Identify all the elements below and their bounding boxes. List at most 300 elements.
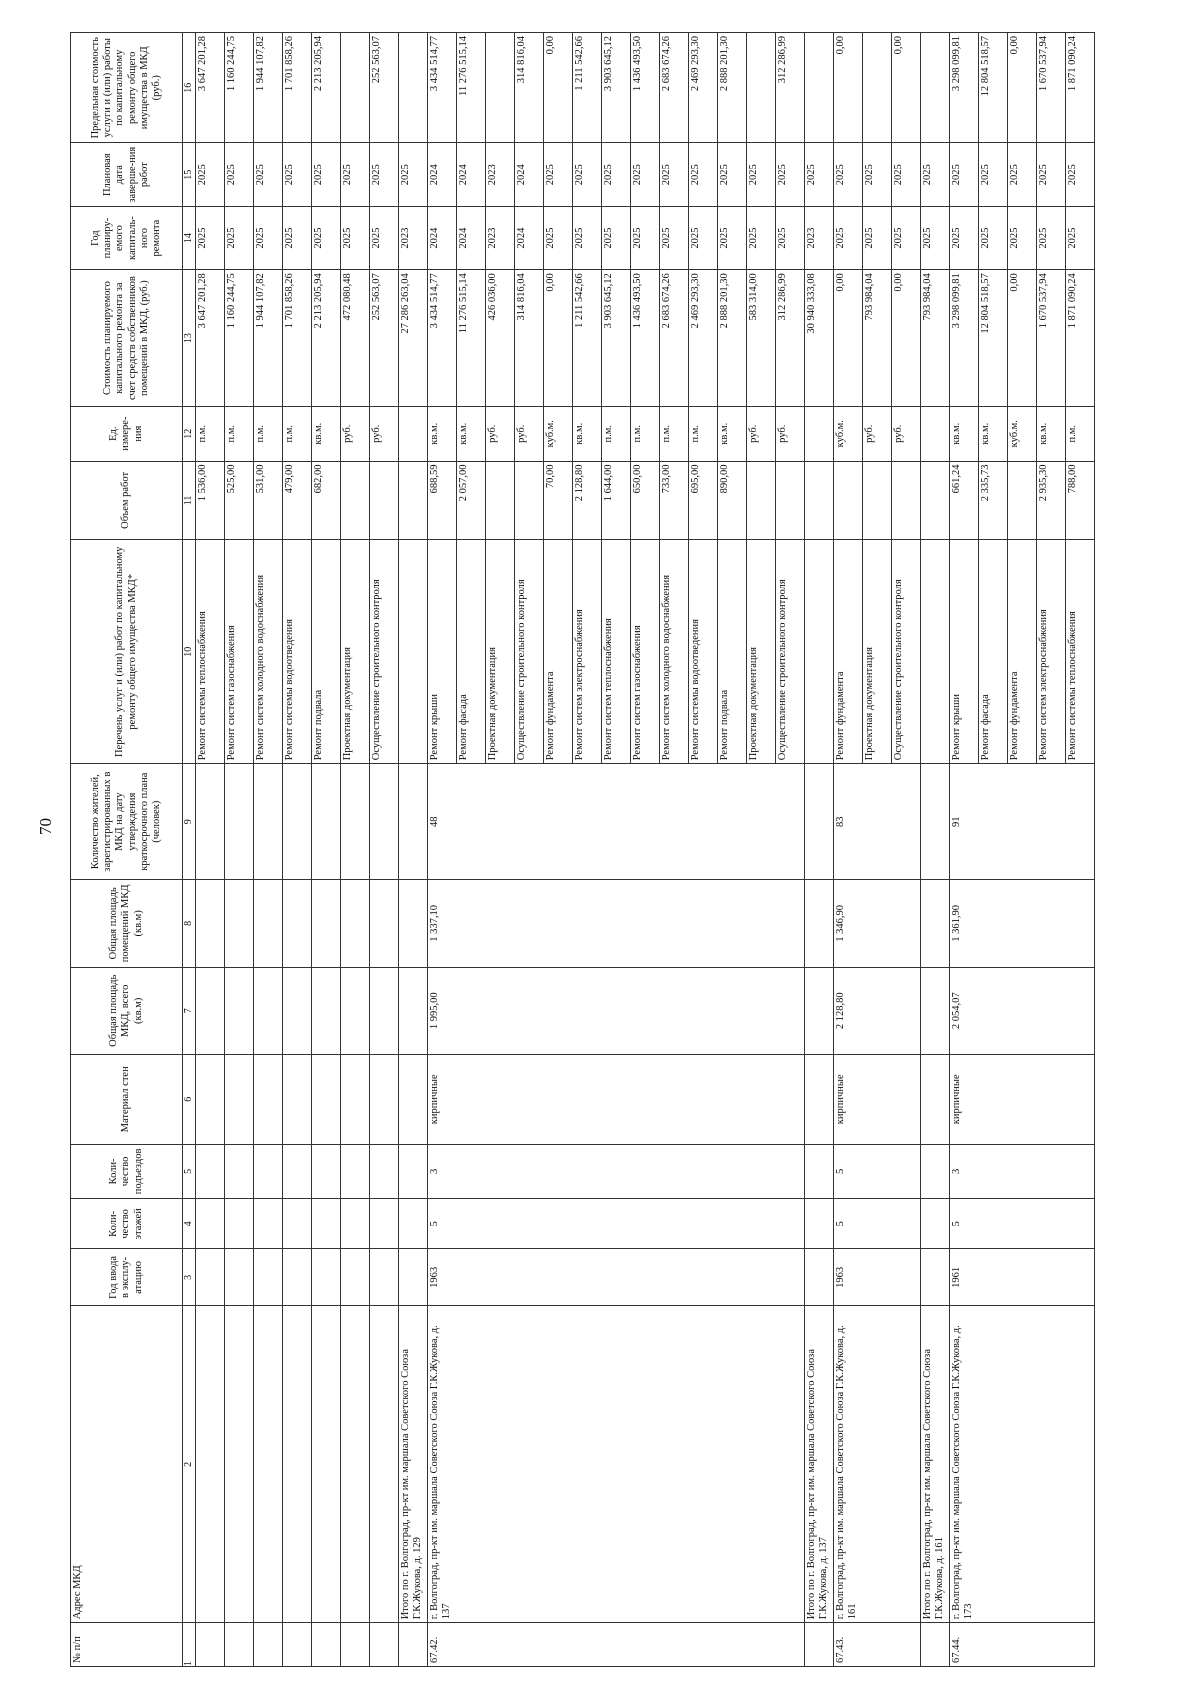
unit-cell: п.м. <box>689 406 718 461</box>
total-area-cell: 1 995,00 <box>428 967 805 1054</box>
completion-date-cell: 2025 <box>979 143 1008 206</box>
repair-year-cell: 2025 <box>283 206 312 269</box>
volume-cell: 661,24 <box>950 461 979 540</box>
volume-cell <box>370 461 399 540</box>
unit-cell: кв.м. <box>457 406 486 461</box>
total-year-cell: 2023 <box>805 206 834 269</box>
column-number: 16 <box>183 33 196 144</box>
empty-cell <box>805 1144 834 1199</box>
empty-cell <box>283 1054 312 1144</box>
unit-cell: руб. <box>515 406 544 461</box>
empty-cell <box>254 1144 283 1199</box>
empty-cell <box>399 764 428 880</box>
empty-cell <box>399 1144 428 1199</box>
completion-date-cell: 2025 <box>863 143 892 206</box>
completion-date-cell: 2025 <box>834 143 863 206</box>
limit-cost-cell: 252 563,07 <box>370 33 399 144</box>
column-header: № п/п <box>71 1623 183 1667</box>
volume-cell: 695,00 <box>689 461 718 540</box>
repair-year-cell: 2025 <box>863 206 892 269</box>
empty-cell <box>805 461 834 540</box>
empty-cell <box>283 1623 312 1667</box>
column-number: 14 <box>183 206 196 269</box>
table-row <box>254 33 283 1667</box>
empty-cell <box>370 1144 399 1199</box>
empty-cell <box>312 1144 341 1199</box>
work-type-cell: Ремонт фундамента <box>544 540 573 764</box>
work-type-cell: Осуществление строительного контроля <box>370 540 399 764</box>
empty-cell <box>921 1144 950 1199</box>
unit-cell: куб.м. <box>544 406 573 461</box>
limit-cost-cell <box>341 33 370 144</box>
limit-cost-cell: 1 871 090,24 <box>1066 33 1095 144</box>
table-row <box>370 33 399 1667</box>
empty-cell <box>921 540 950 764</box>
cost-cell: 312 286,99 <box>776 270 805 407</box>
header-number-row <box>183 33 196 1667</box>
empty-cell <box>254 1623 283 1667</box>
unit-cell: кв.м. <box>979 406 1008 461</box>
volume-cell <box>515 461 544 540</box>
column-header: Общая площадь МКД, всего (кв.м) <box>71 967 183 1054</box>
repair-year-cell: 2024 <box>515 206 544 269</box>
volume-cell: 2 335,73 <box>979 461 1008 540</box>
cost-cell: 3 903 645,12 <box>602 270 631 407</box>
repair-year-cell: 2024 <box>428 206 457 269</box>
empty-cell <box>283 1144 312 1199</box>
cost-cell: 0,00 <box>834 270 863 407</box>
limit-cost-cell: 3 298 099,81 <box>950 33 979 144</box>
empty-cell <box>312 1199 341 1249</box>
repair-year-cell: 2025 <box>834 206 863 269</box>
column-number: 3 <box>183 1249 196 1306</box>
repair-year-cell: 2025 <box>1008 206 1037 269</box>
empty-cell <box>370 967 399 1054</box>
empty-cell <box>921 880 950 967</box>
empty-cell <box>196 1306 225 1623</box>
limit-cost-cell: 2 888 201,30 <box>718 33 747 144</box>
cost-cell: 583 314,00 <box>747 270 776 407</box>
empty-cell <box>805 1249 834 1306</box>
total-date-cell: 2025 <box>921 143 950 206</box>
total-cost-cell: 27 286 263,04 <box>399 270 428 407</box>
volume-cell: 688,59 <box>428 461 457 540</box>
empty-cell <box>805 880 834 967</box>
empty-cell <box>399 880 428 967</box>
column-header: Объем работ <box>71 461 183 540</box>
cost-cell: 1 211 542,66 <box>573 270 602 407</box>
cost-cell: 3 434 514,77 <box>428 270 457 407</box>
total-cost-cell: 30 940 333,08 <box>805 270 834 407</box>
cost-cell: 0,00 <box>1008 270 1037 407</box>
total-date-cell: 2025 <box>399 143 428 206</box>
repair-year-cell: 2025 <box>225 206 254 269</box>
empty-cell <box>805 764 834 880</box>
repair-year-cell: 2023 <box>486 206 515 269</box>
empty-cell <box>399 967 428 1054</box>
year-built-cell: 1963 <box>428 1249 805 1306</box>
unit-cell: кв.м. <box>1037 406 1066 461</box>
limit-cost-cell: 2 683 674,26 <box>660 33 689 144</box>
address-cell: г. Волгоград, пр-кт им. маршала Советского Союза Г.К.Жукова, д. 161 <box>834 1306 921 1623</box>
completion-date-cell: 2025 <box>341 143 370 206</box>
completion-date-cell: 2025 <box>254 143 283 206</box>
work-type-cell: Ремонт крыши <box>950 540 979 764</box>
column-number: 15 <box>183 143 196 206</box>
unit-cell: п.м. <box>196 406 225 461</box>
empty-cell <box>225 1054 254 1144</box>
repair-year-cell: 2025 <box>979 206 1008 269</box>
column-header: Год планиру-емого капиталь-ного ремонта <box>71 206 183 269</box>
completion-date-cell: 2025 <box>1037 143 1066 206</box>
total-year-cell: 2025 <box>921 206 950 269</box>
total-label-cell: Итого по г. Волгоград, пр-кт им. маршала Советского Союза Г.К.Жукова, д. 137 <box>805 1306 834 1623</box>
address-cell: г. Волгоград, пр-кт им. маршала Советского Союза Г.К.Жукова, д. 173 <box>950 1306 1095 1623</box>
repair-plan-table <box>70 32 1095 1667</box>
column-header: Предельная стоимость услуги и (или) работы по капитальному ремонту общего имущества в МКД (руб.) <box>71 33 183 144</box>
repair-year-cell: 2025 <box>573 206 602 269</box>
repair-year-cell: 2025 <box>660 206 689 269</box>
column-header: Коли-чество этажей <box>71 1199 183 1249</box>
residents-cell: 48 <box>428 764 805 880</box>
limit-cost-cell: 0,00 <box>1008 33 1037 144</box>
completion-date-cell: 2025 <box>776 143 805 206</box>
limit-cost-cell: 3 434 514,77 <box>428 33 457 144</box>
limit-cost-cell: 312 286,99 <box>776 33 805 144</box>
work-type-cell: Проектная документация <box>747 540 776 764</box>
total-date-cell: 2025 <box>805 143 834 206</box>
column-header: Перечень услуг и (или) работ по капитальному ремонту общего имущества МКД* <box>71 540 183 764</box>
volume-cell: 788,00 <box>1066 461 1095 540</box>
empty-cell <box>196 764 225 880</box>
address-cell: г. Волгоград, пр-кт им. маршала Советского Союза Г.К.Жукова, д. 137 <box>428 1306 805 1623</box>
empty-cell <box>341 1199 370 1249</box>
item-number-cell: 67.44. <box>950 1623 1095 1667</box>
completion-date-cell: 2025 <box>1008 143 1037 206</box>
limit-cost-cell: 1 436 493,50 <box>631 33 660 144</box>
volume-cell: 531,00 <box>254 461 283 540</box>
item-number-cell: 67.42. <box>428 1623 805 1667</box>
column-header: Материал стен <box>71 1054 183 1144</box>
empty-cell <box>312 880 341 967</box>
volume-cell <box>747 461 776 540</box>
unit-cell: кв.м. <box>573 406 602 461</box>
completion-date-cell: 2024 <box>457 143 486 206</box>
empty-cell <box>196 967 225 1054</box>
unit-cell: кв.м. <box>718 406 747 461</box>
volume-cell: 733,00 <box>660 461 689 540</box>
volume-cell <box>341 461 370 540</box>
completion-date-cell: 2025 <box>1066 143 1095 206</box>
empty-cell <box>399 540 428 764</box>
volume-cell: 479,00 <box>283 461 312 540</box>
empty-cell <box>196 880 225 967</box>
total-area-cell: 2 054,07 <box>950 967 1095 1054</box>
column-number: 12 <box>183 406 196 461</box>
empty-cell <box>341 1249 370 1306</box>
residents-cell: 91 <box>950 764 1095 880</box>
cost-cell: 426 036,00 <box>486 270 515 407</box>
repair-year-cell: 2025 <box>747 206 776 269</box>
column-number: 2 <box>183 1306 196 1623</box>
empty-cell <box>283 1306 312 1623</box>
work-type-cell: Осуществление строительного контроля <box>892 540 921 764</box>
completion-date-cell: 2024 <box>428 143 457 206</box>
cost-cell: 12 804 518,57 <box>979 270 1008 407</box>
work-type-cell: Ремонт крыши <box>428 540 457 764</box>
unit-cell: руб. <box>486 406 515 461</box>
completion-date-cell: 2025 <box>225 143 254 206</box>
volume-cell <box>863 461 892 540</box>
total-area-cell: 2 128,80 <box>834 967 921 1054</box>
entrances-cell: 3 <box>428 1144 805 1199</box>
cost-cell: 2 469 293,30 <box>689 270 718 407</box>
limit-cost-cell: 1 670 537,94 <box>1037 33 1066 144</box>
work-type-cell: Проектная документация <box>341 540 370 764</box>
column-header: Общая площадь помещений МКД (кв.м) <box>71 880 183 967</box>
empty-cell <box>805 33 834 144</box>
column-header: Плановая дата заверше-ния работ <box>71 143 183 206</box>
empty-cell <box>283 1249 312 1306</box>
column-number: 6 <box>183 1054 196 1144</box>
limit-cost-cell: 1 701 858,26 <box>283 33 312 144</box>
column-header: Ед. измере-ния <box>71 406 183 461</box>
repair-year-cell: 2025 <box>718 206 747 269</box>
cost-cell: 3 298 099,81 <box>950 270 979 407</box>
empty-cell <box>225 1249 254 1306</box>
empty-cell <box>196 1144 225 1199</box>
empty-cell <box>283 880 312 967</box>
completion-date-cell: 2024 <box>515 143 544 206</box>
empty-cell <box>370 880 399 967</box>
work-type-cell: Ремонт систем холодного водоснабжения <box>660 540 689 764</box>
volume-cell: 2 057,00 <box>457 461 486 540</box>
work-type-cell: Ремонт систем газоснабжения <box>225 540 254 764</box>
rotated-page <box>70 32 1190 1667</box>
repair-year-cell: 2025 <box>544 206 573 269</box>
empty-cell <box>399 1249 428 1306</box>
work-type-cell: Ремонт фасада <box>979 540 1008 764</box>
completion-date-cell: 2025 <box>196 143 225 206</box>
unit-cell: п.м. <box>660 406 689 461</box>
unit-cell: руб. <box>776 406 805 461</box>
volume-cell <box>1008 461 1037 540</box>
empty-cell <box>341 1054 370 1144</box>
limit-cost-cell: 3 647 201,28 <box>196 33 225 144</box>
empty-cell <box>921 764 950 880</box>
unit-cell: кв.м. <box>312 406 341 461</box>
unit-cell: п.м. <box>602 406 631 461</box>
empty-cell <box>254 1199 283 1249</box>
volume-cell <box>834 461 863 540</box>
unit-cell: п.м. <box>254 406 283 461</box>
limit-cost-cell: 0,00 <box>892 33 921 144</box>
total-row <box>805 33 834 1667</box>
completion-date-cell: 2025 <box>370 143 399 206</box>
empty-cell <box>225 880 254 967</box>
total-year-cell: 2023 <box>399 206 428 269</box>
cost-cell: 1 701 858,26 <box>283 270 312 407</box>
empty-cell <box>399 1623 428 1667</box>
cost-cell: 314 816,04 <box>515 270 544 407</box>
empty-cell <box>399 461 428 540</box>
unit-cell: п.м. <box>631 406 660 461</box>
limit-cost-cell <box>747 33 776 144</box>
empty-cell <box>341 967 370 1054</box>
empty-cell <box>254 880 283 967</box>
unit-cell: п.м. <box>283 406 312 461</box>
volume-cell <box>776 461 805 540</box>
table-row <box>225 33 254 1667</box>
empty-cell <box>805 540 834 764</box>
volume-cell: 525,00 <box>225 461 254 540</box>
column-header: Коли-чество подъездов <box>71 1144 183 1199</box>
empty-cell <box>805 1199 834 1249</box>
empty-cell <box>399 406 428 461</box>
empty-cell <box>312 967 341 1054</box>
total-row <box>399 33 428 1667</box>
empty-cell <box>805 1054 834 1144</box>
completion-date-cell: 2025 <box>718 143 747 206</box>
work-type-cell: Ремонт фундамента <box>1008 540 1037 764</box>
empty-cell <box>370 1054 399 1144</box>
empty-cell <box>196 1249 225 1306</box>
work-type-cell: Ремонт фундамента <box>834 540 863 764</box>
work-type-cell: Ремонт системы теплоснабжения <box>196 540 225 764</box>
wall-material-cell: кирпичные <box>834 1054 921 1144</box>
column-number: 1 <box>183 1623 196 1667</box>
unit-cell: руб. <box>341 406 370 461</box>
limit-cost-cell: 2 469 293,30 <box>689 33 718 144</box>
empty-cell <box>921 33 950 144</box>
empty-cell <box>312 1623 341 1667</box>
cost-cell: 2 683 674,26 <box>660 270 689 407</box>
cost-cell: 472 080,48 <box>341 270 370 407</box>
empty-cell <box>805 1623 834 1667</box>
volume-cell: 2 935,30 <box>1037 461 1066 540</box>
column-number: 10 <box>183 540 196 764</box>
unit-cell: руб. <box>892 406 921 461</box>
residents-cell: 83 <box>834 764 921 880</box>
wall-material-cell: кирпичные <box>950 1054 1095 1144</box>
empty-cell <box>805 406 834 461</box>
empty-cell <box>225 1199 254 1249</box>
empty-cell <box>921 1054 950 1144</box>
rooms-area-cell: 1 337,10 <box>428 880 805 967</box>
repair-year-cell: 2025 <box>1037 206 1066 269</box>
unit-cell: куб.м. <box>1008 406 1037 461</box>
table-row <box>312 33 341 1667</box>
empty-cell <box>196 1199 225 1249</box>
work-type-cell: Проектная документация <box>863 540 892 764</box>
work-type-cell: Ремонт систем холодного водоснабжения <box>254 540 283 764</box>
repair-year-cell: 2025 <box>776 206 805 269</box>
empty-cell <box>921 1623 950 1667</box>
repair-year-cell: 2025 <box>950 206 979 269</box>
repair-year-cell: 2025 <box>341 206 370 269</box>
cost-cell: 0,00 <box>544 270 573 407</box>
empty-cell <box>370 764 399 880</box>
cost-cell: 1 160 244,75 <box>225 270 254 407</box>
cost-cell: 11 276 515,14 <box>457 270 486 407</box>
item-number-cell: 67.43. <box>834 1623 921 1667</box>
repair-year-cell: 2025 <box>254 206 283 269</box>
work-type-cell: Ремонт системы водоотведения <box>689 540 718 764</box>
empty-cell <box>254 1054 283 1144</box>
entrances-cell: 5 <box>834 1144 921 1199</box>
volume-cell: 682,00 <box>312 461 341 540</box>
empty-cell <box>341 880 370 967</box>
cost-cell: 1 944 107,82 <box>254 270 283 407</box>
completion-date-cell: 2023 <box>486 143 515 206</box>
empty-cell <box>283 764 312 880</box>
cost-cell: 2 213 205,94 <box>312 270 341 407</box>
completion-date-cell: 2025 <box>950 143 979 206</box>
work-type-cell: Осуществление строительного контроля <box>515 540 544 764</box>
total-row <box>921 33 950 1667</box>
empty-cell <box>225 967 254 1054</box>
work-type-cell: Ремонт системы водоотведения <box>283 540 312 764</box>
cost-cell: 1 436 493,50 <box>631 270 660 407</box>
empty-cell <box>283 967 312 1054</box>
limit-cost-cell: 1 211 542,66 <box>573 33 602 144</box>
empty-cell <box>921 406 950 461</box>
entrances-cell: 3 <box>950 1144 1095 1199</box>
empty-cell <box>254 1249 283 1306</box>
cost-cell: 1 670 537,94 <box>1037 270 1066 407</box>
completion-date-cell: 2025 <box>631 143 660 206</box>
total-cost-cell: 793 984,04 <box>921 270 950 407</box>
column-number: 13 <box>183 270 196 407</box>
repair-year-cell: 2025 <box>689 206 718 269</box>
work-type-cell: Ремонт подвала <box>718 540 747 764</box>
unit-cell: п.м. <box>1066 406 1095 461</box>
empty-cell <box>341 764 370 880</box>
completion-date-cell: 2025 <box>747 143 776 206</box>
column-header: Количество жителей, зарегистрированных в МКД на дату утверждения краткосрочного плана (человек) <box>71 764 183 880</box>
cost-cell: 1 871 090,24 <box>1066 270 1095 407</box>
work-type-cell: Ремонт систем электроснабжения <box>573 540 602 764</box>
table-row <box>428 33 457 1667</box>
volume-cell <box>486 461 515 540</box>
completion-date-cell: 2025 <box>660 143 689 206</box>
volume-cell <box>892 461 921 540</box>
empty-cell <box>312 1306 341 1623</box>
work-type-cell: Ремонт фасада <box>457 540 486 764</box>
floors-cell: 5 <box>428 1199 805 1249</box>
empty-cell <box>921 1199 950 1249</box>
repair-year-cell: 2025 <box>892 206 921 269</box>
empty-cell <box>341 1144 370 1199</box>
year-built-cell: 1963 <box>834 1249 921 1306</box>
column-header: Адрес МКД <box>71 1306 183 1623</box>
unit-cell: кв.м. <box>950 406 979 461</box>
wall-material-cell: кирпичные <box>428 1054 805 1144</box>
page-number: 70 <box>36 818 55 835</box>
empty-cell <box>225 1144 254 1199</box>
year-built-cell: 1961 <box>950 1249 1095 1306</box>
rooms-area-cell: 1 361,90 <box>950 880 1095 967</box>
unit-cell: п.м. <box>225 406 254 461</box>
empty-cell <box>254 967 283 1054</box>
table-body <box>196 33 1095 1667</box>
column-number: 5 <box>183 1144 196 1199</box>
empty-cell <box>399 33 428 144</box>
volume-cell: 650,00 <box>631 461 660 540</box>
column-header: Стоимость планируемого капитального ремонта за счет средств собственников помещений в МКД, (руб.) <box>71 270 183 407</box>
empty-cell <box>921 461 950 540</box>
repair-year-cell: 2024 <box>457 206 486 269</box>
